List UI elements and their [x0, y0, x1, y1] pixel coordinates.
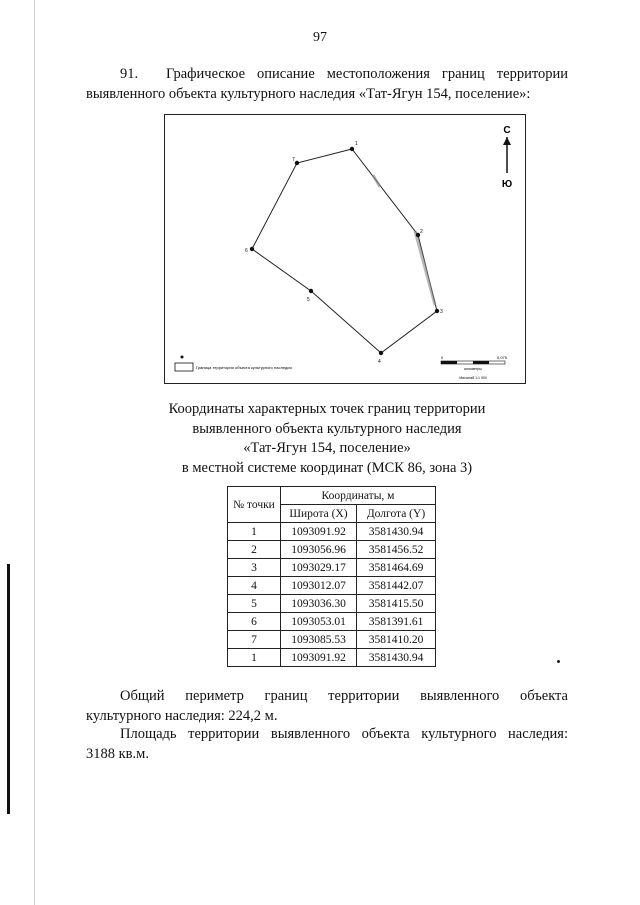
table-row: [228, 613, 436, 631]
scale-unit: километры: [464, 367, 482, 371]
header-latitude: Широта (X): [281, 505, 357, 523]
boundary-hatching: [373, 175, 435, 305]
table-row: [228, 577, 436, 595]
scale-bar-segment: [473, 361, 489, 364]
legend-dot-icon: [181, 356, 184, 359]
cell-y: 3581456.52: [357, 541, 436, 559]
point-marker-6: [250, 247, 254, 251]
boundary-polygon: [252, 149, 437, 353]
compass-north: С: [503, 125, 511, 136]
caption-line: Координаты характерных точек границ территории: [168, 401, 486, 417]
legend-swatch-icon: [175, 363, 193, 371]
cell-point: 5: [228, 595, 281, 613]
cell-x: 1093091.92: [281, 649, 357, 667]
scan-edge-mark: [7, 564, 10, 814]
cell-point: 1: [228, 523, 281, 541]
cell-y: 3581391.61: [357, 613, 436, 631]
cell-y: 3581415.50: [357, 595, 436, 613]
area-text: Площадь территории выявленного объекта культурного наследия:: [120, 726, 568, 742]
scale-zero: 0: [441, 355, 444, 360]
table-row: [228, 631, 436, 649]
point-marker-4: [379, 351, 383, 355]
legend-text: Граница территории объекта культурного наследия: [196, 365, 292, 370]
scale-ratio: Масштаб 1:1 900: [459, 376, 487, 380]
cell-point: 1: [228, 649, 281, 667]
scale-bar-segment: [441, 361, 457, 364]
point-label-7: 7: [292, 157, 295, 163]
point-label-5: 5: [307, 297, 310, 303]
caption-line: выявленного объекта культурного наследия: [192, 420, 462, 437]
boundary-map-drawing: [165, 115, 525, 383]
cell-x: 1093012.07: [281, 577, 357, 595]
point-marker-3: [435, 309, 439, 313]
point-label-6: 6: [245, 248, 248, 254]
table-row: [228, 523, 436, 541]
compass-arrowhead-icon: [503, 137, 511, 145]
cell-y: 3581410.20: [357, 631, 436, 649]
boundary-map: [164, 114, 526, 384]
point-label-1: 1: [355, 141, 358, 147]
cell-x: 1093036.30: [281, 595, 357, 613]
header-coordinates: Координаты, м: [281, 487, 436, 505]
perimeter-text: Общий периметр границ территории выявленного объекта: [120, 688, 568, 704]
cell-x: 1093091.92: [281, 523, 357, 541]
cell-y: 3581430.94: [357, 649, 436, 667]
compass-south: Ю: [501, 179, 513, 190]
page-number: 97: [313, 30, 327, 45]
table-row: [228, 649, 436, 667]
scan-speck: [557, 660, 560, 663]
point-marker-1: [350, 147, 354, 151]
cell-point: 3: [228, 559, 281, 577]
caption-line: «Тат-Ягун 154, поселение»: [243, 440, 411, 456]
header-point: № точки: [228, 487, 281, 523]
section-heading-text: Графическое описание местоположения границ территории выявленного объекта культурного наследия «Тат-Ягун 154, поселение»:: [86, 66, 568, 102]
scan-margin-line: [34, 0, 35, 905]
cell-point: 2: [228, 541, 281, 559]
cell-y: 3581464.69: [357, 559, 436, 577]
point-label-4: 4: [378, 359, 381, 365]
area-paragraph: [86, 724, 568, 764]
cell-point: 7: [228, 631, 281, 649]
table-caption: [86, 400, 568, 478]
point-label-3: 3: [440, 309, 443, 315]
cell-x: 1093029.17: [281, 559, 357, 577]
cell-x: 1093085.53: [281, 631, 357, 649]
cell-y: 3581442.07: [357, 577, 436, 595]
section-number: 91.: [120, 66, 139, 82]
cell-point: 4: [228, 577, 281, 595]
cell-point: 6: [228, 613, 281, 631]
perimeter-line-2: культурного наследия: 224,2 м.: [86, 708, 278, 724]
area-line-2: 3188 кв.м.: [86, 746, 149, 762]
table-row: [228, 541, 436, 559]
section-heading: [86, 64, 568, 104]
caption-line: в местной системе координат (МСК 86, зона 3): [181, 459, 473, 476]
cell-x: 1093056.96: [281, 541, 357, 559]
scale-end: 0,075: [497, 355, 508, 360]
point-label-2: 2: [420, 229, 423, 235]
table-row: [228, 559, 436, 577]
cell-y: 3581430.94: [357, 523, 436, 541]
header-longitude: Долгота (Y): [357, 505, 436, 523]
table-row: [228, 595, 436, 613]
perimeter-line-1: [86, 686, 568, 706]
point-marker-7: [295, 161, 299, 165]
cell-x: 1093053.01: [281, 613, 357, 631]
perimeter-paragraph: [86, 686, 568, 726]
area-line-1: [86, 724, 568, 744]
coordinates-table: [227, 486, 436, 667]
point-marker-5: [309, 289, 313, 293]
